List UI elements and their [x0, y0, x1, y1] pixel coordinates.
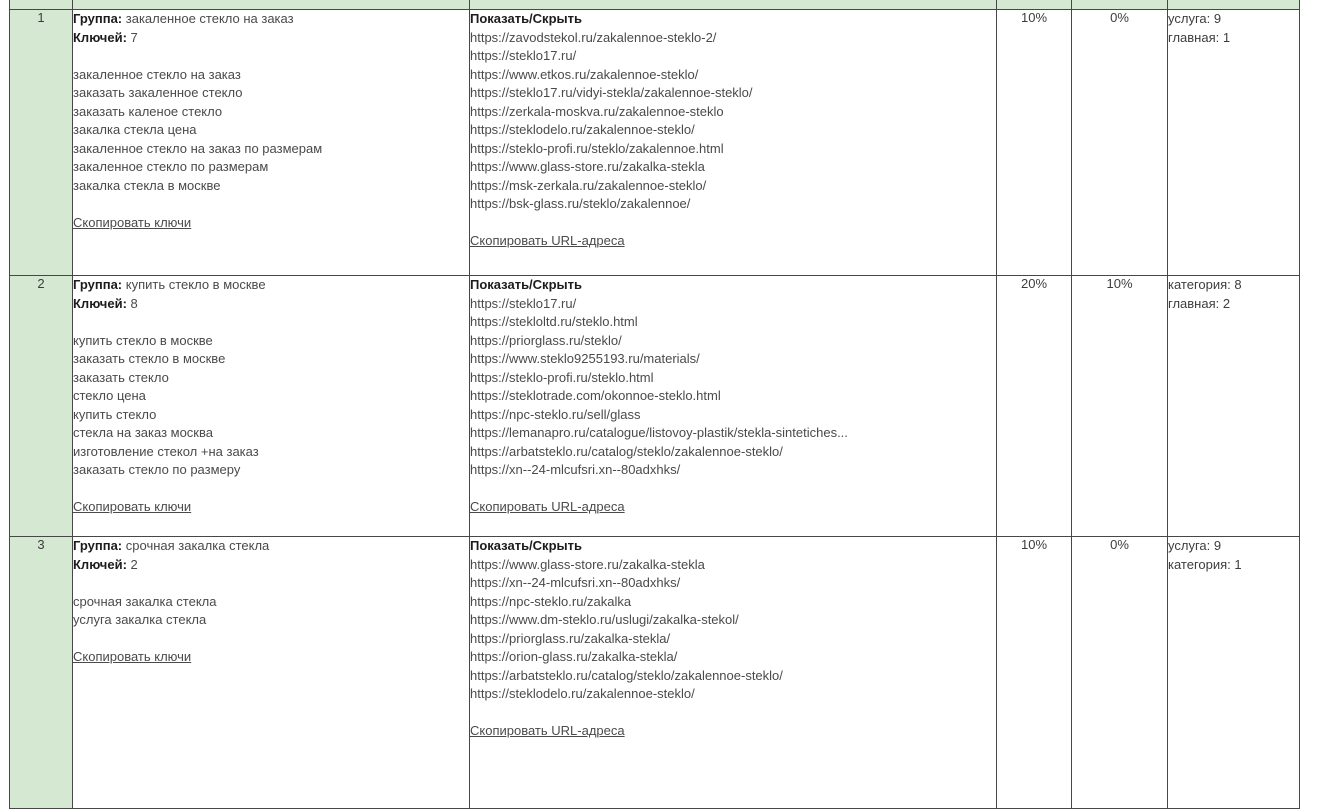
row-number: 2 [37, 276, 45, 291]
url-item: https://orion-glass.ru/zakalka-stekla/ [470, 649, 678, 664]
url-item: https://msk-zerkala.ru/zakalennoe-steklo/ [470, 177, 707, 193]
url-item: https://steklo-profi.ru/steklo.html [470, 369, 654, 385]
url-item: https://xn--24-mlcufsri.xn--80adxhks/ [470, 575, 681, 590]
keyword-item: срочная закалка стекла [73, 593, 217, 609]
group-value: купить стекло в москве [125, 277, 266, 292]
keys-line [73, 556, 469, 575]
keyword-item: закалка стекла цена [73, 122, 197, 137]
keys-label: Ключей: [73, 29, 127, 45]
keyword-item: изготовление стекол +на заказ [73, 443, 259, 459]
keyword-item: закаленное стекло на заказ [73, 66, 241, 82]
percent-b-value: 0% [1110, 537, 1129, 552]
url-item: https://www.glass-store.ru/zakalka-stekla [470, 556, 705, 572]
url-item: https://lemanapro.ru/catalogue/listovoy-plastik/stekla-sintetiches... [470, 425, 848, 440]
url-item: https://zavodstekol.ru/zakalennoe-steklo-2/ [470, 29, 717, 45]
keys-line [73, 29, 469, 48]
url-item: https://xn--24-mlcufsri.xn--80adxhks/ [470, 462, 681, 477]
header-cell [1072, 0, 1168, 10]
show-hide-toggle[interactable]: Показать/Скрыть [470, 277, 582, 292]
page-type-count: категория: 8 [1168, 277, 1242, 292]
percent-b-cell [1072, 276, 1168, 537]
keyword-list [73, 332, 469, 480]
url-item: https://steklo17.ru/vidyi-stekla/zakalennoe-steklo/ [470, 85, 753, 100]
keyword-item: заказать стекло в москве [73, 351, 226, 366]
url-item: https://www.glass-store.ru/zakalka-stekla [470, 159, 705, 174]
url-list [470, 295, 996, 480]
keys-label: Ключей: [73, 295, 127, 311]
url-item: https://steklodelo.ru/zakalennoe-steklo/ [470, 122, 695, 137]
url-item: https://www.etkos.ru/zakalennoe-steklo/ [470, 66, 699, 82]
url-item: https://steklotrade.com/okonnoe-steklo.html [470, 388, 721, 403]
keywords-cell [73, 276, 470, 537]
urls-cell [470, 10, 997, 276]
url-item: https://steklo-profi.ru/steklo/zakalennoe.html [470, 140, 724, 156]
keyword-item: купить стекло [73, 406, 157, 422]
percent-b-cell [1072, 537, 1168, 809]
keyword-list [73, 593, 469, 630]
group-value: закаленное стекло на заказ [125, 11, 294, 26]
row-number-cell [10, 276, 73, 537]
urls-cell [470, 276, 997, 537]
copy-keys-link[interactable]: Скопировать ключи [73, 649, 192, 664]
pages-cell [1168, 276, 1300, 537]
keywords-cell [73, 10, 470, 276]
url-item: https://bsk-glass.ru/steklo/zakalennoe/ [470, 196, 691, 211]
copy-keys-link[interactable]: Скопировать ключи [73, 214, 192, 230]
keys-count: 8 [130, 295, 138, 311]
page-type-count: главная: 2 [1168, 295, 1231, 311]
percent-a-value: 20% [1020, 276, 1048, 291]
keyword-item: стекла на заказ москва [73, 425, 213, 440]
copy-urls-link[interactable]: Скопировать URL-адреса [470, 723, 625, 738]
page-type-count: главная: 1 [1168, 29, 1231, 45]
keyword-item: услуга закалка стекла [73, 612, 207, 627]
header-cell [10, 0, 73, 10]
pages-cell [1168, 537, 1300, 809]
percent-a-cell [997, 537, 1072, 809]
url-item: https://npc-steklo.ru/sell/glass [470, 406, 641, 422]
table-row [10, 276, 1300, 537]
group-value: срочная закалка стекла [125, 538, 270, 553]
page-type-count: категория: 1 [1168, 556, 1242, 572]
group-line [73, 10, 469, 29]
keyword-item: закаленное стекло по размерам [73, 159, 269, 174]
group-label: Группа: [73, 11, 123, 26]
page-type-count: услуга: 9 [1168, 11, 1222, 26]
keyword-item: стекло цена [73, 388, 146, 403]
header-cell [1168, 0, 1300, 10]
keyword-item: заказать каленое стекло [73, 103, 223, 119]
table-row [10, 10, 1300, 276]
url-item: https://priorglass.ru/steklo/ [470, 332, 622, 348]
pages-cell [1168, 10, 1300, 276]
show-hide-toggle[interactable]: Показать/Скрыть [470, 11, 582, 26]
keys-label: Ключей: [73, 556, 127, 572]
keyword-item: заказать стекло [73, 369, 169, 385]
url-item: https://arbatsteklo.ru/catalog/steklo/zakalennoe-steklo/ [470, 443, 783, 459]
header-cell [997, 0, 1072, 10]
copy-keys-link[interactable]: Скопировать ключи [73, 499, 192, 514]
keywords-cell [73, 537, 470, 809]
keyword-item: купить стекло в москве [73, 332, 213, 348]
row-number: 1 [37, 10, 45, 25]
url-item: https://stekloltd.ru/steklo.html [470, 314, 638, 329]
table-row [10, 537, 1300, 809]
header-cell [73, 0, 470, 10]
keyword-list [73, 66, 469, 196]
url-item: https://www.dm-steklo.ru/uslugi/zakalka-stekol/ [470, 612, 739, 627]
url-item: https://arbatsteklo.ru/catalog/steklo/zakalennoe-steklo/ [470, 667, 783, 683]
percent-b-value: 10% [1106, 276, 1133, 291]
page-type-count: услуга: 9 [1168, 538, 1222, 553]
row-number: 3 [37, 537, 45, 552]
table-viewport [9, 0, 1340, 738]
group-line [73, 276, 469, 295]
url-item: https://steklodelo.ru/zakalennoe-steklo/ [470, 686, 695, 701]
row-number-cell [10, 537, 73, 809]
keyword-item: закалка стекла в москве [73, 177, 221, 193]
url-list [470, 556, 996, 704]
header-cell [470, 0, 997, 10]
keys-line [73, 295, 469, 314]
percent-b-cell [1072, 10, 1168, 276]
url-item: https://npc-steklo.ru/zakalka [470, 593, 632, 609]
show-hide-toggle[interactable]: Показать/Скрыть [470, 538, 582, 553]
percent-a-cell [997, 10, 1072, 276]
group-line [73, 537, 469, 556]
copy-urls-link[interactable]: Скопировать URL-адреса [470, 233, 625, 248]
url-item: https://zerkala-moskva.ru/zakalennoe-steklo [470, 103, 724, 119]
urls-cell [470, 537, 997, 809]
url-list [470, 29, 996, 214]
keyword-item: закаленное стекло на заказ по размерам [73, 140, 323, 156]
row-number-cell [10, 10, 73, 276]
keyword-item: заказать стекло по размеру [73, 462, 241, 477]
percent-a-cell [997, 276, 1072, 537]
keys-count: 2 [130, 556, 138, 572]
keyword-item: заказать закаленное стекло [73, 85, 243, 100]
table-header-row [10, 0, 1300, 10]
url-item: https://steklo17.ru/ [470, 295, 577, 311]
url-item: https://steklo17.ru/ [470, 48, 577, 63]
copy-urls-link[interactable]: Скопировать URL-адреса [470, 499, 625, 514]
group-label: Группа: [73, 538, 123, 553]
group-label: Группа: [73, 277, 123, 292]
url-item: https://priorglass.ru/zakalka-stekla/ [470, 630, 671, 646]
url-item: https://www.steklo9255193.ru/materials/ [470, 351, 700, 366]
percent-a-value: 10% [1020, 10, 1048, 25]
keys-count: 7 [130, 29, 138, 45]
percent-a-value: 10% [1020, 537, 1048, 552]
keyword-groups-table [9, 0, 1300, 809]
percent-b-value: 0% [1110, 10, 1129, 25]
